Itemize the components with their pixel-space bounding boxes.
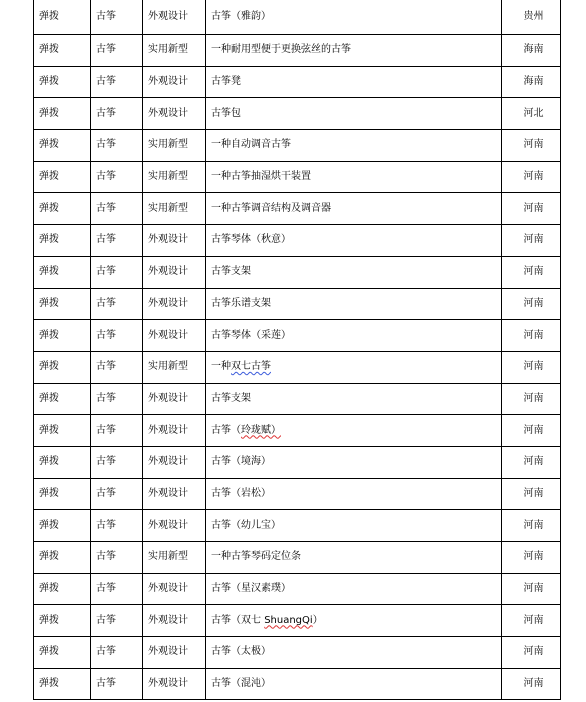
- category-cell: 弹拨: [34, 161, 91, 193]
- category-cell: 弹拨: [34, 478, 91, 510]
- province-cell: 河北: [502, 98, 561, 130]
- patent-type-cell: 外观设计: [143, 478, 206, 510]
- patent-table: [33, 0, 561, 700]
- table-row: [34, 130, 561, 162]
- patent-type-cell: 实用新型: [143, 193, 206, 225]
- patent-name-cell: 古筝凳: [206, 66, 502, 98]
- patent-type-cell: 外观设计: [143, 383, 206, 415]
- patent-name-cell: 古筝（混沌）: [206, 668, 502, 700]
- patent-type-cell: 实用新型: [143, 130, 206, 162]
- instrument-cell: 古筝: [91, 288, 143, 320]
- table-row: [34, 66, 561, 98]
- province-cell: 河南: [502, 510, 561, 542]
- patent-name-cell: 古筝乐谱支架: [206, 288, 502, 320]
- category-cell: 弹拨: [34, 225, 91, 257]
- patent-type-cell: 外观设计: [143, 66, 206, 98]
- table-row: [34, 668, 561, 700]
- instrument-cell: 古筝: [91, 225, 143, 257]
- patent-name-cell: 古筝支架: [206, 383, 502, 415]
- instrument-cell: 古筝: [91, 668, 143, 700]
- table-row: [34, 446, 561, 478]
- instrument-cell: 古筝: [91, 193, 143, 225]
- province-cell: 河南: [502, 446, 561, 478]
- patent-name-cell: 古筝琴体（采莲）: [206, 320, 502, 352]
- table-row: [34, 542, 561, 574]
- instrument-cell: 古筝: [91, 446, 143, 478]
- patent-type-cell: 外观设计: [143, 225, 206, 257]
- instrument-cell: 古筝: [91, 510, 143, 542]
- patent-name-cell: 一种双七古筝: [206, 351, 502, 383]
- category-cell: 弹拨: [34, 542, 91, 574]
- province-cell: 河南: [502, 668, 561, 700]
- patent-table-body: [34, 0, 561, 700]
- instrument-cell: 古筝: [91, 383, 143, 415]
- province-cell: 河南: [502, 161, 561, 193]
- patent-name-cell: 一种自动调音古筝: [206, 130, 502, 162]
- category-cell: 弹拨: [34, 256, 91, 288]
- patent-name-cell: 古筝包: [206, 98, 502, 130]
- category-cell: 弹拨: [34, 383, 91, 415]
- instrument-cell: 古筝: [91, 130, 143, 162]
- instrument-cell: 古筝: [91, 478, 143, 510]
- category-cell: 弹拨: [34, 288, 91, 320]
- instrument-cell: 古筝: [91, 66, 143, 98]
- province-cell: 河南: [502, 383, 561, 415]
- patent-type-cell: 外观设计: [143, 668, 206, 700]
- patent-type-cell: 外观设计: [143, 510, 206, 542]
- province-cell: 河南: [502, 193, 561, 225]
- province-cell: 河南: [502, 288, 561, 320]
- table-row: [34, 256, 561, 288]
- province-cell: 河南: [502, 225, 561, 257]
- province-cell: 河南: [502, 478, 561, 510]
- category-cell: 弹拨: [34, 193, 91, 225]
- patent-type-cell: 实用新型: [143, 35, 206, 67]
- province-cell: 河南: [502, 573, 561, 605]
- instrument-cell: 古筝: [91, 35, 143, 67]
- patent-type-cell: 外观设计: [143, 320, 206, 352]
- patent-name-cell: 古筝（岩松）: [206, 478, 502, 510]
- spellcheck-underline: 玲珑赋）: [241, 424, 281, 436]
- patent-type-cell: 外观设计: [143, 415, 206, 447]
- table-row: [34, 351, 561, 383]
- table-row: [34, 225, 561, 257]
- province-cell: 河南: [502, 542, 561, 574]
- patent-name-cell: 一种耐用型便于更换弦丝的古筝: [206, 35, 502, 67]
- category-cell: 弹拨: [34, 605, 91, 637]
- instrument-cell: 古筝: [91, 161, 143, 193]
- patent-name-cell: 古筝（玲珑赋）: [206, 415, 502, 447]
- province-cell: 贵州: [502, 0, 561, 35]
- patent-type-cell: 实用新型: [143, 161, 206, 193]
- spellcheck-underline: 双七古筝: [231, 361, 271, 373]
- patent-type-cell: 实用新型: [143, 542, 206, 574]
- instrument-cell: 古筝: [91, 0, 143, 35]
- spellcheck-underline: ShuangQi: [264, 614, 313, 626]
- patent-name-cell: 古筝支架: [206, 256, 502, 288]
- table-row: [34, 320, 561, 352]
- province-cell: 河南: [502, 415, 561, 447]
- province-cell: 河南: [502, 351, 561, 383]
- instrument-cell: 古筝: [91, 605, 143, 637]
- table-row: [34, 637, 561, 669]
- category-cell: 弹拨: [34, 637, 91, 669]
- patent-name-cell: 古筝（星汉素璞）: [206, 573, 502, 605]
- category-cell: 弹拨: [34, 320, 91, 352]
- instrument-cell: 古筝: [91, 98, 143, 130]
- category-cell: 弹拨: [34, 446, 91, 478]
- table-row: [34, 288, 561, 320]
- patent-type-cell: 实用新型: [143, 351, 206, 383]
- patent-name-cell: 古筝（幼儿宝）: [206, 510, 502, 542]
- table-row: [34, 98, 561, 130]
- province-cell: 海南: [502, 66, 561, 98]
- table-row: [34, 0, 561, 35]
- patent-name-cell: 一种古筝调音结构及调音器: [206, 193, 502, 225]
- table-row: [34, 415, 561, 447]
- category-cell: 弹拨: [34, 66, 91, 98]
- table-row: [34, 510, 561, 542]
- patent-type-cell: 外观设计: [143, 0, 206, 35]
- patent-type-cell: 外观设计: [143, 605, 206, 637]
- patent-type-cell: 外观设计: [143, 637, 206, 669]
- instrument-cell: 古筝: [91, 542, 143, 574]
- category-cell: 弹拨: [34, 98, 91, 130]
- table-row: [34, 193, 561, 225]
- table-row: [34, 383, 561, 415]
- category-cell: 弹拨: [34, 0, 91, 35]
- province-cell: 河南: [502, 130, 561, 162]
- province-cell: 河南: [502, 256, 561, 288]
- category-cell: 弹拨: [34, 573, 91, 605]
- category-cell: 弹拨: [34, 668, 91, 700]
- instrument-cell: 古筝: [91, 573, 143, 605]
- instrument-cell: 古筝: [91, 256, 143, 288]
- patent-name-cell: 一种古筝抽湿烘干装置: [206, 161, 502, 193]
- patent-name-cell: 古筝（雅韵）: [206, 0, 502, 35]
- table-row: [34, 161, 561, 193]
- table-row: [34, 35, 561, 67]
- province-cell: 河南: [502, 637, 561, 669]
- patent-name-cell: 古筝（太极）: [206, 637, 502, 669]
- patent-type-cell: 外观设计: [143, 288, 206, 320]
- province-cell: 海南: [502, 35, 561, 67]
- category-cell: 弹拨: [34, 351, 91, 383]
- table-row: [34, 478, 561, 510]
- province-cell: 河南: [502, 320, 561, 352]
- table-row: [34, 573, 561, 605]
- instrument-cell: 古筝: [91, 415, 143, 447]
- category-cell: 弹拨: [34, 510, 91, 542]
- patent-name-cell: 古筝琴体（秋意）: [206, 225, 502, 257]
- category-cell: 弹拨: [34, 415, 91, 447]
- patent-name-cell: 古筝（境海）: [206, 446, 502, 478]
- instrument-cell: 古筝: [91, 320, 143, 352]
- category-cell: 弹拨: [34, 130, 91, 162]
- patent-name-cell: 一种古筝琴码定位条: [206, 542, 502, 574]
- province-cell: 河南: [502, 605, 561, 637]
- instrument-cell: 古筝: [91, 637, 143, 669]
- patent-type-cell: 外观设计: [143, 98, 206, 130]
- patent-type-cell: 外观设计: [143, 446, 206, 478]
- category-cell: 弹拨: [34, 35, 91, 67]
- patent-type-cell: 外观设计: [143, 573, 206, 605]
- patent-name-cell: 古筝（双七 ShuangQi）: [206, 605, 502, 637]
- instrument-cell: 古筝: [91, 351, 143, 383]
- table-row: [34, 605, 561, 637]
- patent-type-cell: 外观设计: [143, 256, 206, 288]
